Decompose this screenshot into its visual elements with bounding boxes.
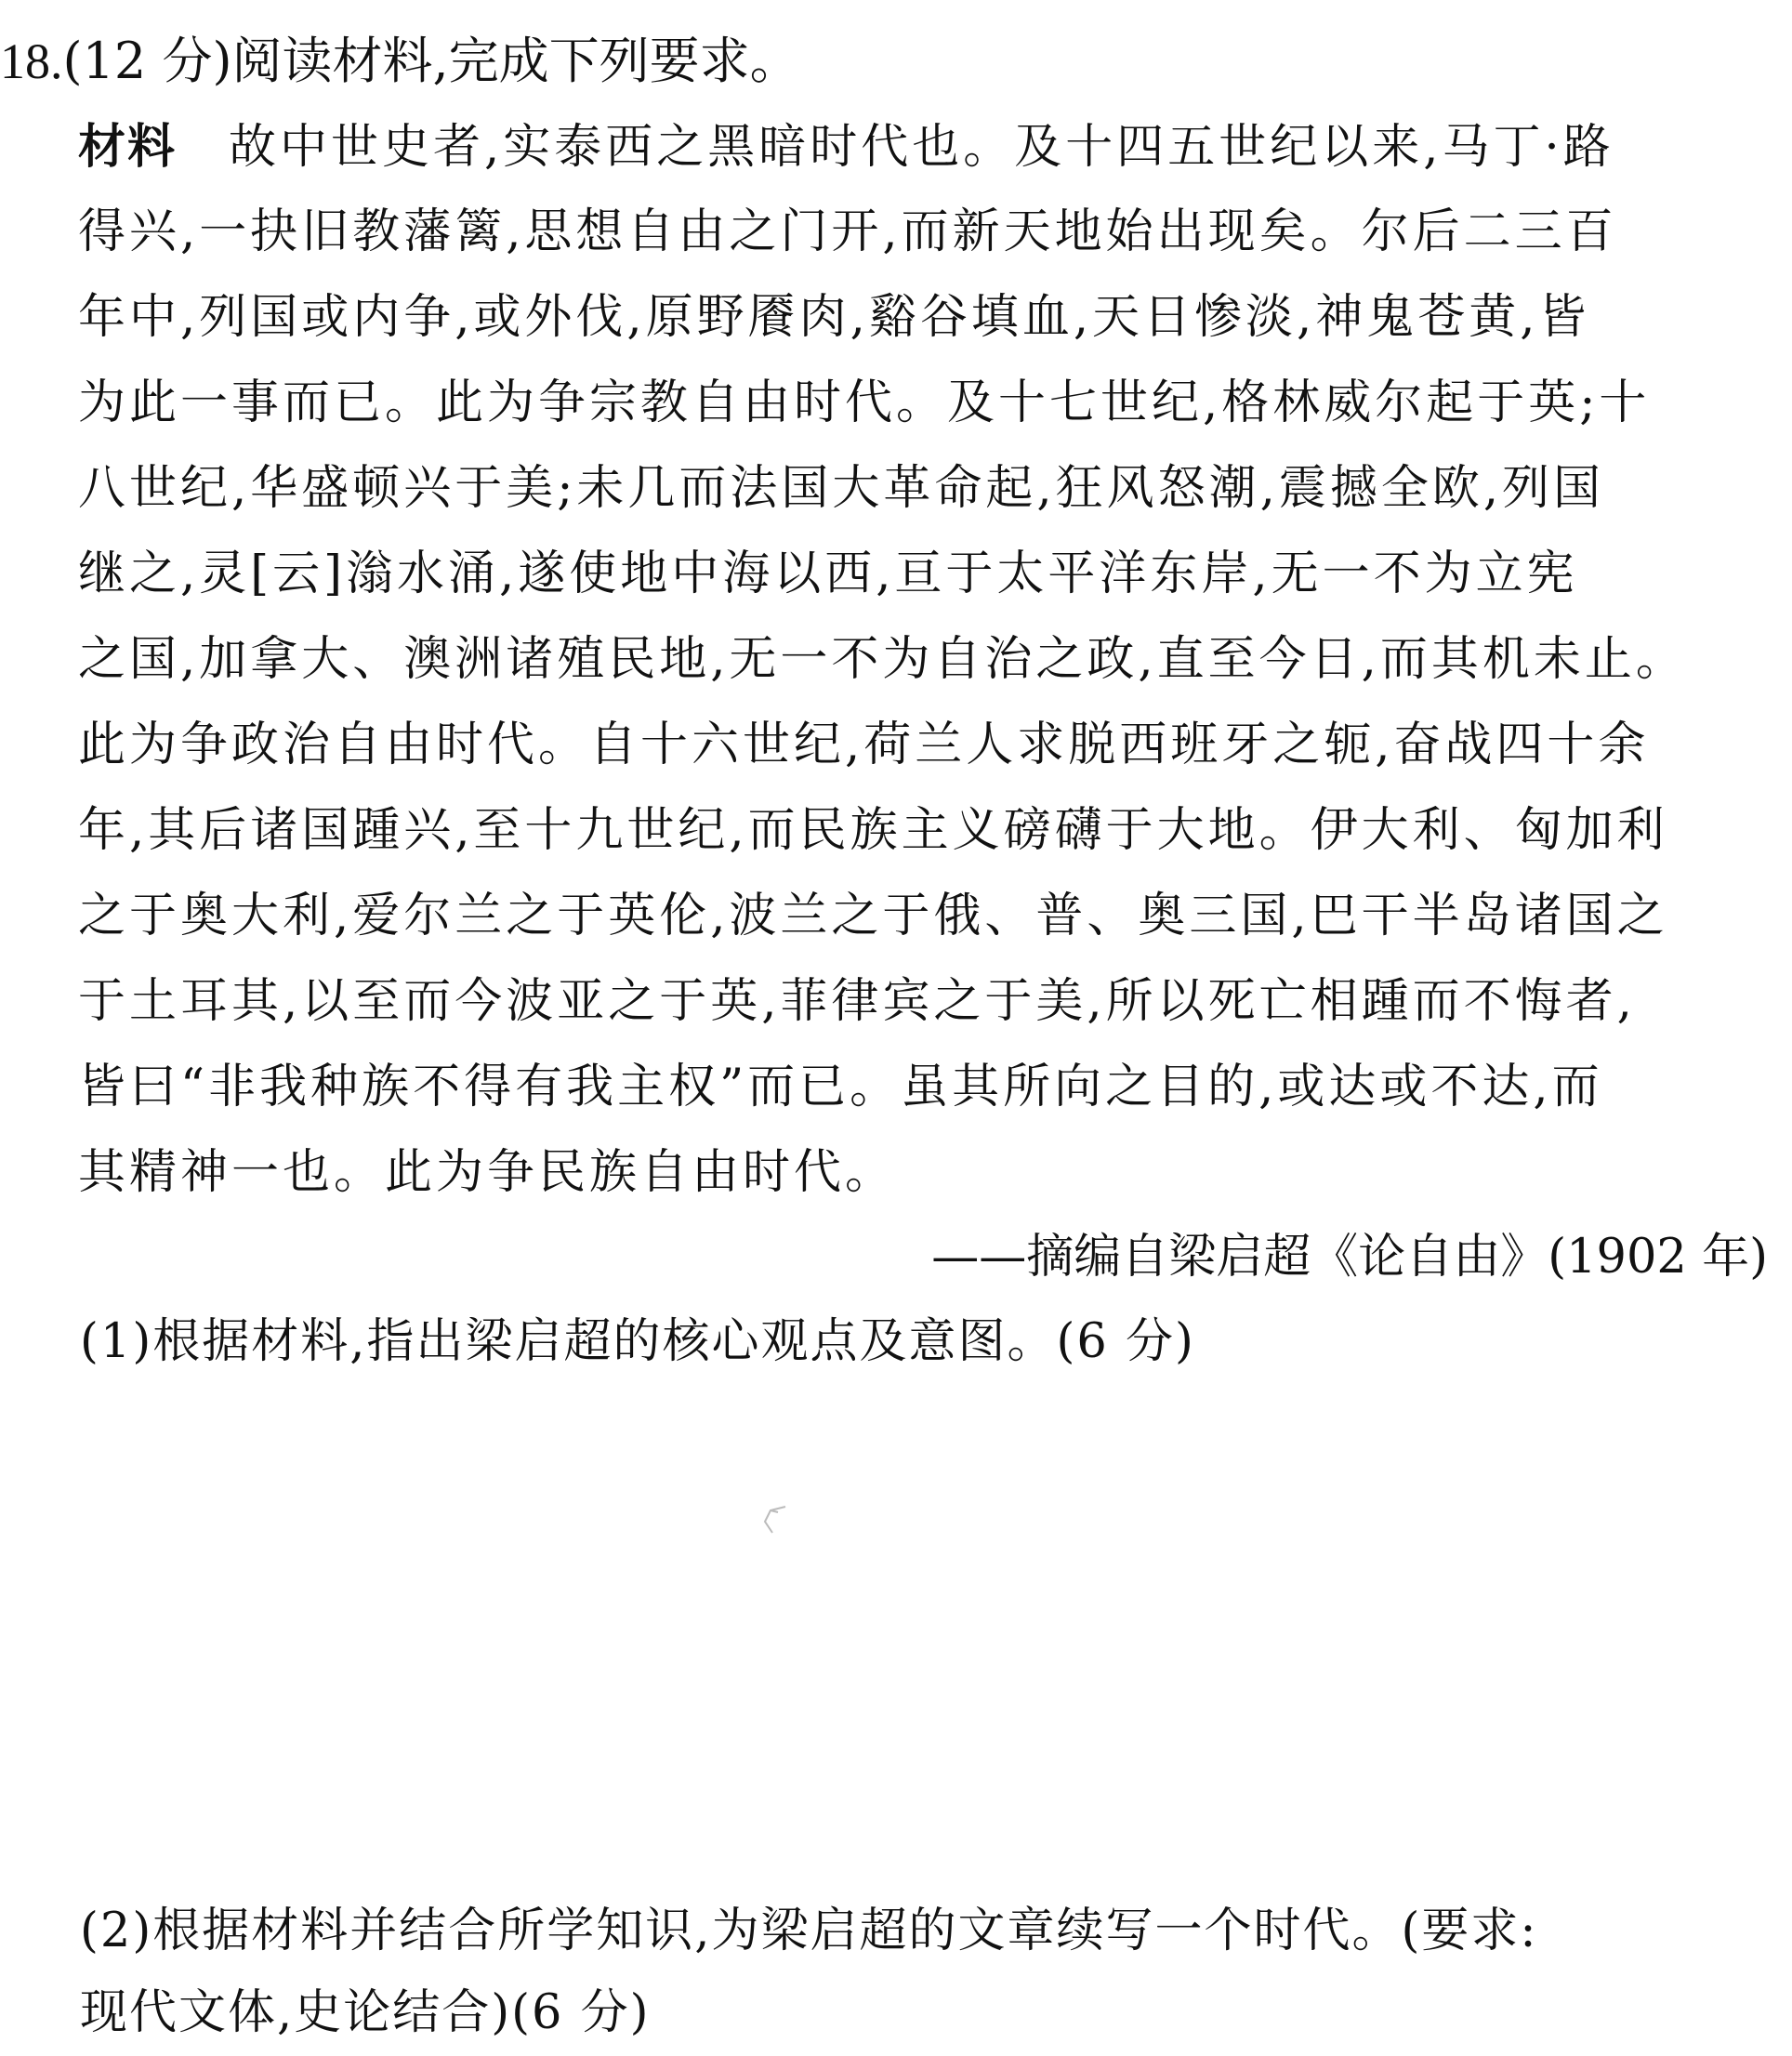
material-line: 为此一事而已。此为争宗教自由时代。及十七世纪,格林威尔起于英;十: [78, 376, 1651, 430]
material-line: 八世纪,华盛顿兴于美;未几而法国大革命起,狂风怒潮,震撼全欧,列国: [78, 461, 1605, 516]
material-line: 年中,列国或内争,或外伐,原野餍肉,谿谷填血,天日惨淡,神鬼苍黄,皆: [78, 290, 1590, 345]
material-line: 此为争政治自由时代。自十六世纪,荷兰人求脱西班牙之轭,奋战四十余: [78, 718, 1650, 772]
sub-question-2-line: (2)根据材料并结合所学知识,为梁启超的文章续写一个时代。(要求:: [80, 1904, 1538, 1958]
material-line-text: 故中世史者,实泰西之黑暗时代也。及十四五世纪以来,马丁·路: [229, 120, 1614, 175]
material-passage: [78, 104, 1779, 1216]
question-instruction: (12 分)阅读材料,完成下列要求。: [62, 32, 800, 90]
material-line: [78, 104, 1779, 190]
material-source: ——摘编自梁启超《论自由》(1902 年): [931, 1230, 1768, 1285]
material-label: 材料: [78, 119, 178, 175]
sub-question-1: (1)根据材料,指出梁启超的核心观点及意图。(6 分): [80, 1314, 1195, 1369]
scan-smudge-mark: [758, 1501, 798, 1542]
sub-question-2: [80, 1889, 1772, 2052]
material-line: 其精神一也。此为争民族自由时代。: [78, 1145, 897, 1200]
sub-question-2-line: 现代文体,史论结合)(6 分): [80, 1985, 651, 2040]
material-line: 之于奥大利,爱尔兰之于英伦,波兰之于俄、普、奥三国,巴干半岛诸国之: [78, 889, 1668, 943]
material-line: 年,其后诸国踵兴,至十九世纪,而民族主义磅礴于大地。伊大利、匈加利: [78, 803, 1668, 858]
material-line: 于土耳其,以至而今波亚之于英,菲律宾之于美,所以死亡相踵而不悔者,: [78, 974, 1636, 1029]
material-line: 之国,加拿大、澳洲诸殖民地,无一不为自治之政,直至今日,而其机未止。: [78, 632, 1687, 687]
question-number: 18.: [0, 33, 63, 89]
material-line: 皆曰“非我种族不得有我主权”而已。虽其所向之目的,或达或不达,而: [78, 1060, 1603, 1114]
question-header: [0, 19, 800, 104]
material-line: 得兴,一抉旧教藩篱,思想自由之门开,而新天地始出现矣。尔后二三百: [78, 204, 1617, 259]
material-line: 继之,灵[云]滃水涌,遂使地中海以西,亘于太平洋东岸,无一不为立宪: [78, 547, 1578, 601]
